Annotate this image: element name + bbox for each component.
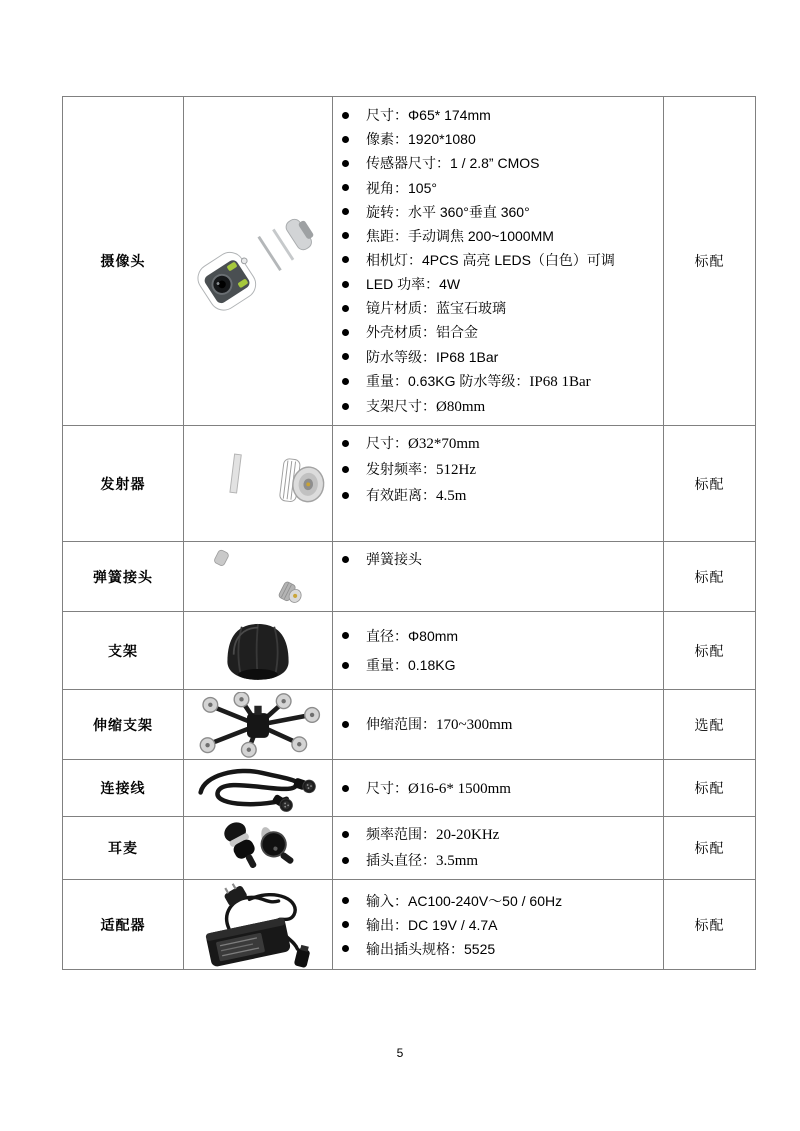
- spec-item: [333, 398, 663, 415]
- spec-item: [333, 228, 663, 244]
- config-cell: 标配: [664, 426, 756, 542]
- spring-connector-photo-icon: [202, 547, 314, 607]
- spec-item: [333, 349, 663, 365]
- config-cell: 标配: [664, 760, 756, 817]
- spec-item-text: 相机灯：4PCS 高亮 LEDS（白色）可调: [366, 251, 615, 268]
- spec-list: [333, 817, 664, 880]
- spec-item: [333, 300, 663, 316]
- bullet-icon: [342, 662, 349, 669]
- spec-item-text: 直径：Φ80mm: [366, 627, 459, 644]
- spec-item: [333, 155, 663, 171]
- product-name-cell: 摄像头: [63, 97, 184, 426]
- spec-item: [333, 941, 663, 957]
- spec-item-text: 弹簧接头: [366, 551, 422, 567]
- spec-item: [333, 180, 663, 196]
- config-cell: 标配: [664, 880, 756, 970]
- spec-item: [333, 657, 663, 673]
- spec-item: [333, 917, 663, 933]
- spec-item: [333, 461, 663, 478]
- power-adapter-photo-icon: [193, 880, 323, 970]
- bullet-icon: [342, 492, 349, 499]
- spec-item: [333, 435, 663, 452]
- bullet-icon: [342, 403, 349, 410]
- spec-item: [333, 324, 663, 340]
- bullet-icon: [342, 466, 349, 473]
- spec-item: [333, 826, 663, 843]
- bracket-knob-photo-icon: [216, 615, 300, 687]
- bullet-icon: [342, 921, 349, 928]
- spec-item: [333, 716, 663, 733]
- bullet-icon: [342, 897, 349, 904]
- spec-item: [333, 551, 663, 567]
- bullet-icon: [342, 632, 349, 639]
- bullet-icon: [342, 160, 349, 167]
- bullet-icon: [342, 329, 349, 336]
- product-name-cell: 耳麦: [63, 817, 184, 880]
- spec-item-text: 频率范围：20-20KHz: [366, 826, 500, 843]
- spec-item-text: 旋转：水平 360°垂直 360°: [366, 203, 530, 220]
- spec-item: [333, 852, 663, 869]
- product-photo-cell: [184, 97, 333, 426]
- config-cell: 标配: [664, 97, 756, 426]
- spec-item: [333, 373, 663, 390]
- product-photo-cell: [184, 542, 333, 612]
- spec-item-text: 支架尺寸：Ø80mm: [366, 397, 486, 415]
- config-cell: 标配: [664, 612, 756, 690]
- bullet-icon: [342, 136, 349, 143]
- bullet-icon: [342, 378, 349, 385]
- product-name-cell: 弹簧接头: [63, 542, 184, 612]
- product-name-cell: 支架: [63, 612, 184, 690]
- spec-list: [333, 760, 664, 817]
- spec-item-text: 插头直径：3.5mm: [366, 852, 479, 869]
- spec-item: [333, 252, 663, 268]
- config-cell: 标配: [664, 817, 756, 880]
- product-name-cell: 发射器: [63, 426, 184, 542]
- spec-item: [333, 628, 663, 644]
- bullet-icon: [342, 721, 349, 728]
- spec-item-text: 尺寸：Φ65* 174mm: [366, 107, 491, 124]
- bullet-icon: [342, 305, 349, 312]
- bullet-icon: [342, 112, 349, 119]
- product-name-cell: 适配器: [63, 880, 184, 970]
- spec-item-text: 有效距离：4.5m: [366, 487, 467, 504]
- bullet-icon: [342, 556, 349, 563]
- earphones-photo-icon: [211, 819, 305, 877]
- product-spec-table: [62, 96, 756, 970]
- spec-list: [333, 880, 664, 970]
- spec-list: [333, 97, 664, 426]
- product-photo-cell: [184, 612, 333, 690]
- bullet-icon: [342, 831, 349, 838]
- bullet-icon: [342, 785, 349, 792]
- bullet-icon: [342, 440, 349, 447]
- product-photo-cell: [184, 760, 333, 817]
- spec-item-text: 镜片材质：蓝宝石玻璃: [366, 300, 506, 317]
- spec-item-text: 输入：AC100-240V〜50 / 60Hz: [366, 892, 563, 909]
- spec-list: [333, 612, 664, 690]
- spec-item-text: 传感器尺寸：1 / 2.8” CMOS: [366, 155, 540, 172]
- spec-list: [333, 690, 664, 760]
- spec-item: [333, 780, 663, 797]
- spec-item: [333, 131, 663, 147]
- spec-item-text: 重量：0.18KG: [366, 657, 456, 674]
- product-photo-cell: [184, 880, 333, 970]
- product-photo-cell: [184, 690, 333, 760]
- bullet-icon: [342, 184, 349, 191]
- cable-photo-icon: [189, 762, 327, 814]
- spec-item-text: 输出：DC 19V / 4.7A: [366, 916, 498, 933]
- spec-item: [333, 204, 663, 220]
- config-cell: 选配: [664, 690, 756, 760]
- bullet-icon: [342, 281, 349, 288]
- product-photo-cell: [184, 817, 333, 880]
- bullet-icon: [342, 208, 349, 215]
- bullet-icon: [342, 232, 349, 239]
- product-photo-cell: [184, 426, 333, 542]
- bullet-icon: [342, 857, 349, 864]
- spec-list: [333, 426, 664, 542]
- spec-item-text: 像素：1920*1080: [366, 131, 476, 148]
- camera-photo-icon: [196, 194, 320, 328]
- spec-item-text: 防水等级：IP68 1Bar: [366, 348, 499, 365]
- bullet-icon: [342, 353, 349, 360]
- bullet-icon: [342, 945, 349, 952]
- spec-item-text: 焦距：手动调焦 200~1000MM: [366, 227, 554, 244]
- config-cell: 标配: [664, 542, 756, 612]
- spec-item-text: LED 功率：4W: [366, 276, 461, 293]
- page-number: 5: [396, 1046, 404, 1060]
- spec-item-text: 尺寸：Ø32*70mm: [366, 435, 480, 452]
- spec-item: [333, 276, 663, 292]
- spec-item-text: 重量：0.63KG 防水等级：IP68 1Bar: [366, 372, 591, 390]
- spec-item-text: 尺寸：Ø16-6* 1500mm: [366, 779, 511, 797]
- spec-item: [333, 893, 663, 909]
- product-name-cell: 连接线: [63, 760, 184, 817]
- spec-item-text: 视角：105°: [366, 179, 437, 196]
- spec-item: [333, 107, 663, 123]
- spec-list: [333, 542, 664, 612]
- transmitter-photo-icon: [189, 436, 327, 532]
- spec-item-text: 外壳材质：铝合金: [366, 324, 478, 341]
- spec-item-text: 发射频率：512Hz: [366, 461, 476, 478]
- telescopic-bracket-photo-icon: [192, 692, 324, 758]
- bullet-icon: [342, 256, 349, 263]
- spec-item: [333, 487, 663, 504]
- product-name-cell: 伸缩支架: [63, 690, 184, 760]
- spec-item-text: 伸缩范围：170~300mm: [366, 716, 513, 733]
- spec-item-text: 输出插头规格：5525: [366, 940, 496, 957]
